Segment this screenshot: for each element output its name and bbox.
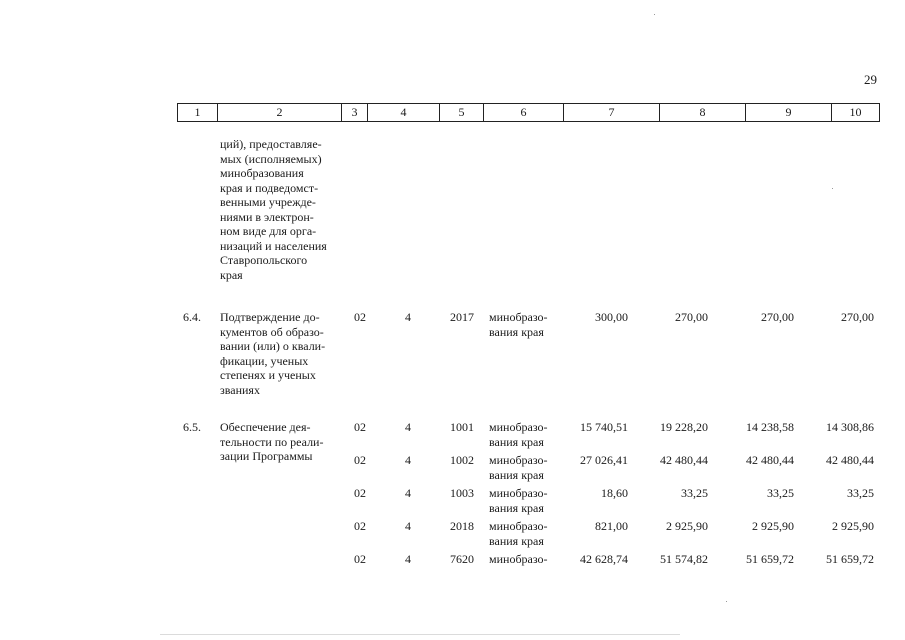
cell-col-3: 02: [354, 552, 366, 566]
text-line: зации Программы: [220, 449, 313, 463]
scan-speck: [726, 601, 727, 602]
text-line: Ставропольского: [220, 253, 308, 267]
cell-col-8: 51 574,82: [660, 552, 708, 566]
cell-col-5: 1003: [450, 486, 474, 500]
text-line: минобразо-: [489, 310, 548, 324]
text-line: ном виде для орга-: [220, 224, 317, 238]
text-line: края: [220, 267, 243, 282]
text-line: минобразо-: [489, 420, 548, 434]
cell-col-8: 42 480,44: [660, 453, 708, 467]
text-line: званиях: [220, 382, 260, 397]
text-line: минобразо-: [489, 519, 548, 533]
cell-col-5: 2018: [450, 519, 474, 533]
text-line: фикации, ученых: [220, 353, 309, 368]
continued-description: [220, 137, 336, 282]
page-number: 29: [864, 72, 877, 87]
cell-col-5: 1001: [450, 420, 474, 434]
text-line: вании (или) о квали-: [220, 339, 326, 353]
cell-col-6: [489, 453, 548, 482]
cell-col-10: 2 925,90: [832, 519, 874, 533]
row-number: 6.4.: [183, 310, 201, 324]
cell-col-8: 270,00: [675, 310, 708, 324]
cell-col-9: 51 659,72: [746, 552, 794, 566]
cell-col-7: 18,60: [601, 486, 628, 500]
cell-col-3: 02: [354, 519, 366, 533]
cell-col-6: [489, 486, 548, 515]
cell-col-6: [489, 552, 548, 567]
cell-col-8: 19 228,20: [660, 420, 708, 434]
row-number: 6.5.: [183, 420, 201, 434]
text-line: Подтверждение до-: [220, 310, 320, 324]
cell-col-10: 14 308,86: [826, 420, 874, 434]
cell-col-8: 2 925,90: [666, 519, 708, 533]
text-line: вания края: [489, 533, 544, 548]
text-line: вания края: [489, 467, 544, 482]
cell-col-10: 51 659,72: [826, 552, 874, 566]
cell-col-3: 02: [354, 453, 366, 467]
text-line: мых (исполняемых): [220, 151, 322, 166]
cell-col-6: [489, 420, 548, 449]
text-line: вания края: [489, 500, 544, 515]
text-line: кументов об образо-: [220, 324, 324, 339]
cell-col-5: 1002: [450, 453, 474, 467]
text-line: ниями в электрон-: [220, 209, 314, 224]
cell-col-7: 27 026,41: [580, 453, 628, 467]
cell-col-3: 02: [354, 310, 366, 324]
text-line: Обеспечение дея-: [220, 420, 311, 434]
header-col-9: 9: [745, 104, 831, 121]
text-line: венными учрежде-: [220, 195, 316, 209]
text-line: края и подведомст-: [220, 180, 319, 195]
text-line: низаций и населения: [220, 238, 327, 253]
cell-col-10: 270,00: [841, 310, 874, 324]
header-col-8: 8: [659, 104, 745, 121]
cell-col-7: 15 740,51: [580, 420, 628, 434]
cell-col-9: 42 480,44: [746, 453, 794, 467]
header-col-2: 2: [217, 104, 341, 121]
scan-edge-noise: [160, 634, 680, 635]
text-line: минобразо-: [489, 486, 548, 500]
cell-col-10: 42 480,44: [826, 453, 874, 467]
text-line: вания края: [489, 434, 544, 449]
text-line: ций), предоставляе-: [220, 137, 322, 151]
text-line: тельности по реали-: [220, 434, 324, 449]
cell-col-9: 270,00: [761, 310, 794, 324]
cell-col-9: 2 925,90: [752, 519, 794, 533]
text-line: минобразо-: [489, 552, 548, 566]
header-col-1: 1: [177, 104, 217, 121]
cell-col-4: 4: [405, 552, 411, 566]
cell-col-6: [489, 519, 548, 548]
cell-col-3: 02: [354, 420, 366, 434]
text-line: вания края: [489, 324, 544, 339]
cell-col-4: 4: [405, 310, 411, 324]
cell-col-4: 4: [405, 420, 411, 434]
cell-col-7: 300,00: [595, 310, 628, 324]
header-col-7: 7: [563, 104, 659, 121]
header-col-5: 5: [439, 104, 483, 121]
cell-col-9: 14 238,58: [746, 420, 794, 434]
table-header-row: [177, 103, 880, 122]
cell-col-10: 33,25: [847, 486, 874, 500]
cell-col-4: 4: [405, 519, 411, 533]
cell-col-4: 4: [405, 486, 411, 500]
header-col-10: 10: [831, 104, 880, 121]
row-description: [220, 420, 336, 464]
cell-col-3: 02: [354, 486, 366, 500]
text-line: степенях и ученых: [220, 368, 316, 382]
row-description: [220, 310, 336, 397]
header-col-3: 3: [341, 104, 367, 121]
cell-col-8: 33,25: [681, 486, 708, 500]
cell-col-7: 821,00: [595, 519, 628, 533]
scan-speck: [832, 188, 833, 189]
cell-col-9: 33,25: [767, 486, 794, 500]
cell-col-7: 42 628,74: [580, 552, 628, 566]
header-col-6: 6: [483, 104, 563, 121]
cell-col-5: 2017: [450, 310, 474, 324]
cell-col-5: 7620: [450, 552, 474, 566]
cell-col-4: 4: [405, 453, 411, 467]
text-line: минобразо-: [489, 453, 548, 467]
header-col-4: 4: [367, 104, 439, 121]
cell-col-6: [489, 310, 548, 339]
scan-speck: [654, 14, 655, 15]
text-line: минобразования: [220, 166, 304, 180]
